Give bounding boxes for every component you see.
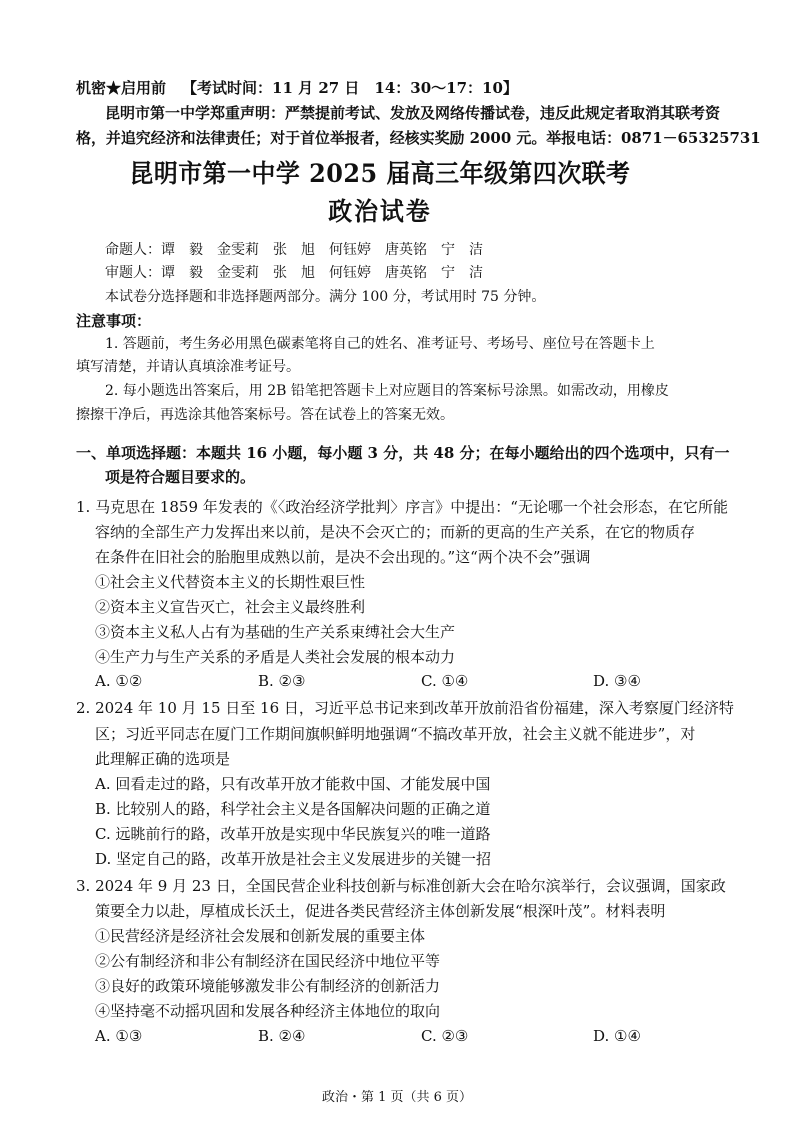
q2-option-b: B. 比较别人的路，科学社会主义是各国解决问题的正确之道 — [95, 800, 491, 818]
section-heading-line-1: 一、单项选择题：本题共 16 小题，每小题 3 分，共 48 分；在每小题给出的四个选项中，只有一 — [76, 444, 730, 462]
statement-line-1: 昆明市第一中学郑重声明：严禁提前考试、发放及网络传播试卷，违反此规定者取消其联考资 — [105, 104, 721, 122]
reviewers-line: 审题人：谭 毅 金雯莉 张 旭 何钰婷 唐英铭 宁 洁 — [105, 265, 483, 281]
q3-statement-3: ③良好的政策环境能够激发非公有制经济的创新活力 — [95, 977, 441, 995]
q2-option-d: D. 坚定自己的路，改革开放是社会主义发展进步的关键一招 — [95, 850, 492, 868]
page-subtitle: 政治试卷 — [328, 197, 432, 226]
q1-statement-3: ③资本主义私人占有为基础的生产关系束缚社会大生产 — [95, 623, 456, 641]
q1-option-a: A. ①② — [95, 672, 143, 690]
q2-option-a: A. 回看走过的路，只有改革开放才能救中国、才能发展中国 — [95, 775, 491, 793]
q1-statement-2: ②资本主义宣告灭亡，社会主义最终胜利 — [95, 598, 366, 616]
q3-stem-line-2: 策要全力以赴，厚植成长沃土，促进各类民营经济主体创新发展“根深叶茂”。材料表明 — [95, 902, 666, 920]
q3-statement-2: ②公有制经济和非公有制经济在国民经济中地位平等 — [95, 952, 441, 970]
authors-line: 命题人：谭 毅 金雯莉 张 旭 何钰婷 唐英铭 宁 洁 — [105, 242, 483, 258]
page-title: 昆明市第一中学 2025 届高三年级第四次联考 — [129, 159, 631, 188]
statement-line-2: 格，并追究经济和法律责任；对于首位举报者，经核实奖励 2000 元。举报电话：0871－65325731 — [76, 129, 761, 147]
exam-time: 【考试时间：11 月 27 日 14：30～17：10】 — [182, 79, 518, 97]
q3-option-a: A. ①③ — [95, 1027, 143, 1045]
q3-stem-line-1: 3. 2024 年 9 月 23 日，全国民营企业科技创新与标准创新大会在哈尔滨举行，会议强调，国家政 — [76, 877, 726, 895]
q2-option-c: C. 远眺前行的路，改革开放是实现中华民族复兴的唯一道路 — [95, 825, 491, 843]
q1-option-c: C. ①④ — [421, 672, 469, 690]
q3-statement-1: ①民营经济是经济社会发展和创新发展的重要主体 — [95, 927, 426, 945]
q1-option-b: B. ②③ — [258, 672, 306, 690]
q3-statement-4: ④坚持毫不动摇巩固和发展各种经济主体地位的取向 — [95, 1002, 441, 1020]
exam-info-line: 本试卷分选择题和非选择题两部分。满分 100 分，考试用时 75 分钟。 — [105, 289, 546, 305]
header-line — [76, 78, 518, 98]
q1-stem-line-1: 1. 马克思在 1859 年发表的《〈政治经济学批判〉序言》中提出：“无论哪一个社会形态，在它所能 — [76, 498, 728, 516]
note-1-line-1: 1. 答题前，考生务必用黑色碳素笔将自己的姓名、准考证号、考场号、座位号在答题卡上 — [105, 336, 655, 352]
page-footer: 政治・第 1 页（共 6 页） — [321, 1090, 473, 1105]
notes-heading: 注意事项： — [76, 312, 152, 330]
section-heading-line-2: 项是符合题目要求的。 — [105, 468, 256, 486]
q1-statement-1: ①社会主义代替资本主义的长期性艰巨性 — [95, 573, 366, 591]
secret-label: 机密★启用前 — [76, 79, 167, 97]
q1-statement-4: ④生产力与生产关系的矛盾是人类社会发展的根本动力 — [95, 648, 456, 666]
note-1-line-2: 填写清楚，并请认真填涂准考证号。 — [76, 359, 300, 375]
q3-option-d: D. ①④ — [593, 1027, 641, 1045]
note-2-line-1: 2. 每小题选出答案后，用 2B 铅笔把答题卡上对应题目的答案标号涂黑。如需改动，用橡皮 — [105, 383, 669, 399]
q2-stem-line-2: 区；习近平同志在厦门工作期间旗帜鲜明地强调“不搞改革开放，社会主义就不能进步”，对 — [95, 725, 696, 743]
q2-stem-line-1: 2. 2024 年 10 月 15 日至 16 日，习近平总书记来到改革开放前沿省份福建，深入考察厦门经济特 — [76, 699, 734, 717]
q3-option-b: B. ②④ — [258, 1027, 306, 1045]
q1-stem-line-2: 容纳的全部生产力发挥出来以前，是决不会灭亡的；而新的更高的生产关系，在它的物质存 — [95, 523, 696, 541]
q3-option-c: C. ②③ — [421, 1027, 469, 1045]
q1-stem-line-3: 在条件在旧社会的胎胞里成熟以前，是决不会出现的。”这“两个决不会”强调 — [95, 548, 591, 566]
note-2-line-2: 擦擦干净后，再选涂其他答案标号。答在试卷上的答案无效。 — [76, 407, 454, 423]
q2-stem-line-3: 此理解正确的选项是 — [95, 750, 231, 768]
q1-option-d: D. ③④ — [593, 672, 641, 690]
